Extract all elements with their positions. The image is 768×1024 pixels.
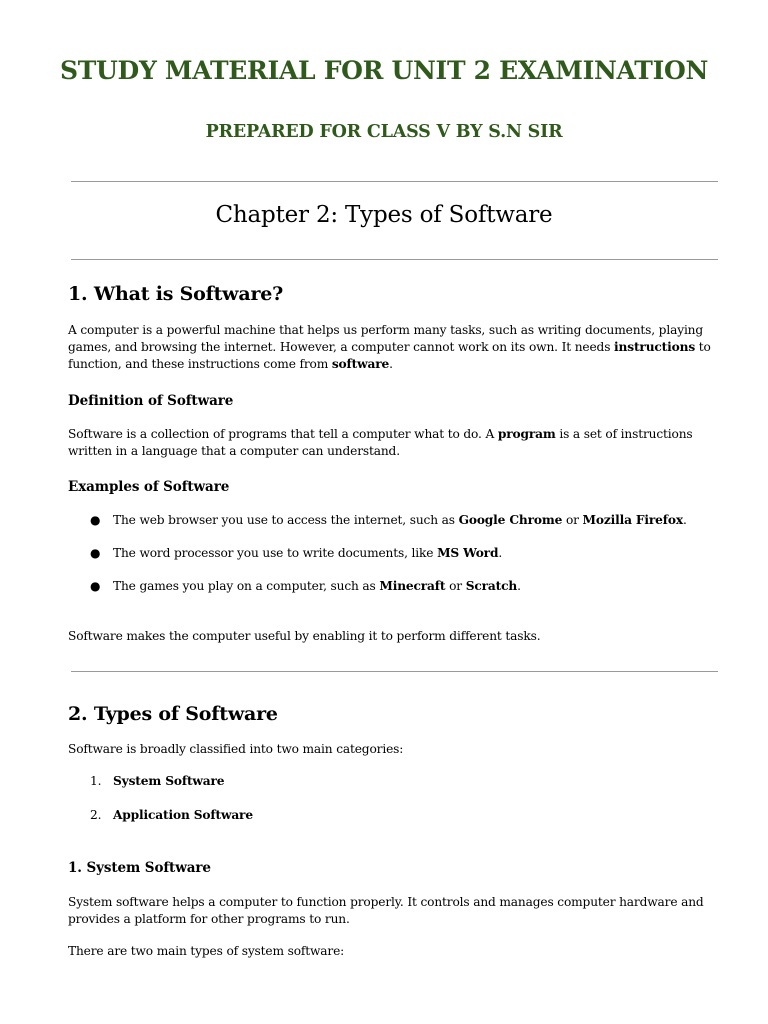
horizontal-rule (71, 671, 718, 672)
list-number: 2. (90, 808, 102, 822)
bullet-icon: ● (90, 546, 101, 560)
system-software-heading: 1. System Software (68, 860, 211, 876)
list-item: ● The web browser you use to access the internet, such as Google Chrome or Mozilla Firefox. (90, 513, 687, 527)
closing-paragraph: Software makes the computer useful by enabling it to perform different tasks. (68, 629, 541, 643)
definition-heading: Definition of Software (68, 393, 234, 409)
examples-heading: Examples of Software (68, 479, 230, 495)
list-item: ● The games you play on a computer, such as Minecraft or Scratch. (90, 579, 521, 593)
section-heading-types-of-software: 2. Types of Software (68, 703, 278, 725)
types-intro-paragraph: Software is broadly classified into two main categories: (68, 742, 404, 756)
document-subtitle: PREPARED FOR CLASS V BY S.N SIR (205, 122, 563, 142)
numbered-list-item: 1. System Software (90, 774, 225, 788)
horizontal-rule (71, 259, 718, 260)
chapter-title: Chapter 2: Types of Software (215, 202, 553, 228)
document-title: STUDY MATERIAL FOR UNIT 2 EXAMINATION (60, 56, 708, 85)
system-software-types-intro: There are two main types of system software: (68, 944, 345, 958)
section-heading-what-is-software: 1. What is Software? (68, 283, 284, 305)
bullet-icon: ● (90, 579, 101, 593)
intro-paragraph: A computer is a powerful machine that helps us perform many tasks, such as writing documents, playing games, and browsing the internet. However, a computer cannot work on its own. It needs instructions to function, and these instructions come from software. (68, 323, 711, 371)
definition-paragraph: Software is a collection of programs that tell a computer what to do. A program is a set of instructions written in a language that a computer can understand. (68, 427, 693, 458)
list-number: 1. (90, 774, 102, 788)
numbered-list-item: 2. Application Software (90, 808, 253, 822)
horizontal-rule (71, 181, 718, 182)
system-software-paragraph: System software helps a computer to function properly. It controls and manages computer hardware and provides a platform for other programs to run. (68, 895, 704, 926)
list-item: ● The word processor you use to write documents, like MS Word. (90, 546, 503, 560)
bullet-icon: ● (90, 513, 101, 527)
